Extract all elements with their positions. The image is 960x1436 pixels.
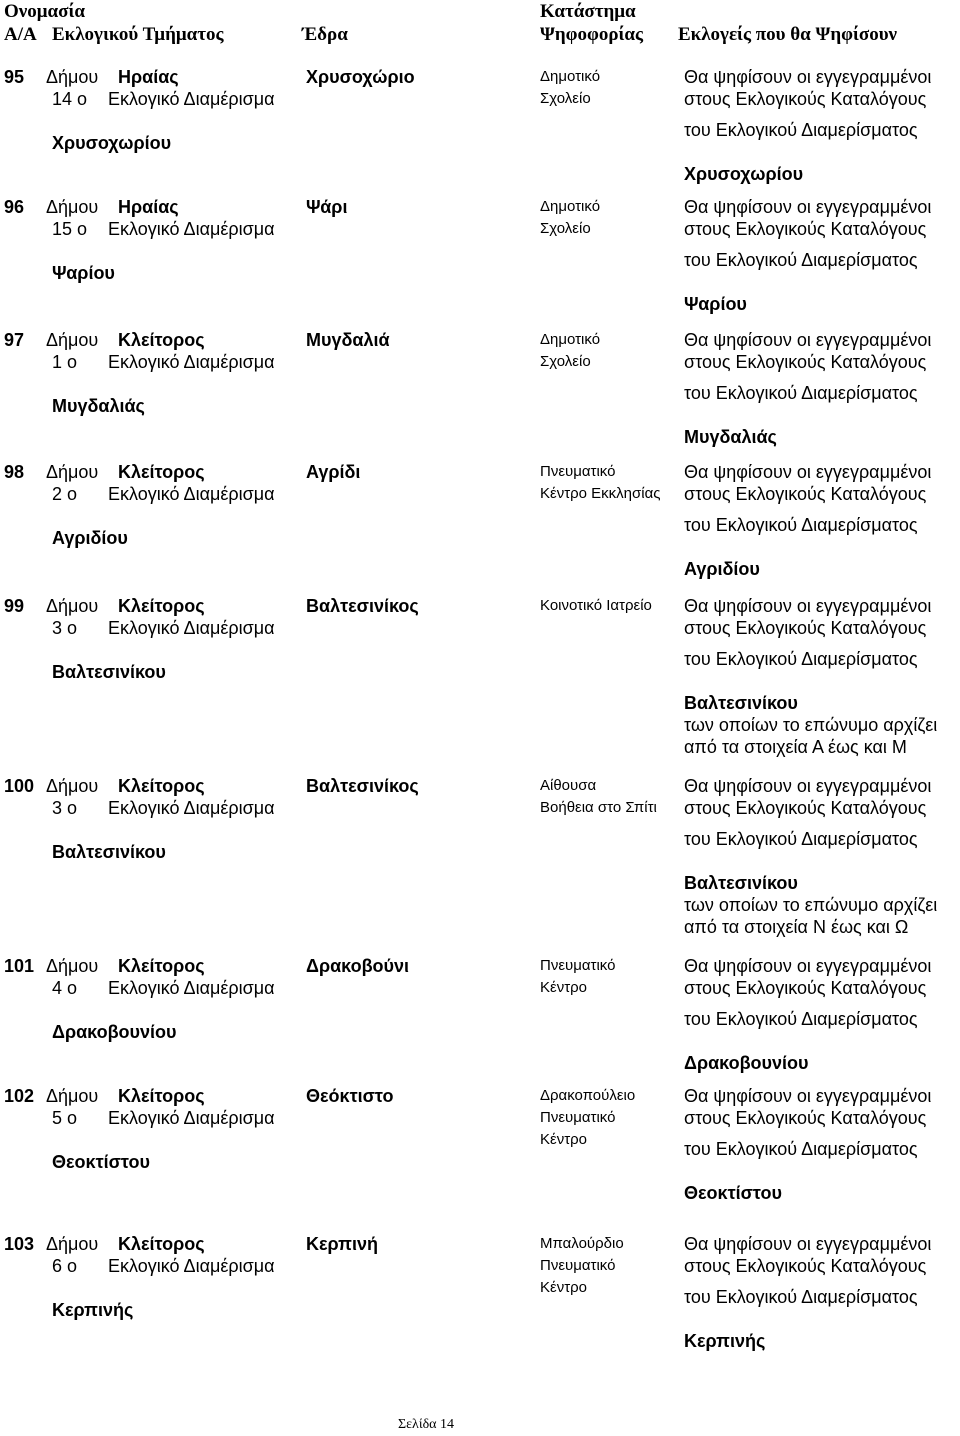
district-name: Μυγδαλιάς — [52, 396, 145, 416]
section-label: Εκλογικό Διαμέρισμα — [108, 1256, 275, 1276]
seat-name: Μυγδαλιά — [306, 330, 390, 350]
voters-line: στους Εκλογικούς Καταλόγους — [684, 1108, 927, 1128]
voters-line: Θα ψηφίσουν οι εγγεγραμμένοι — [684, 956, 932, 976]
section-label: Εκλογικό Διαμέρισμα — [108, 978, 275, 998]
section-number: 3 ο — [52, 798, 78, 818]
district-name: Θεοκτίστου — [52, 1152, 150, 1172]
voters-line: του Εκλογικού Διαμερίσματος — [684, 829, 918, 849]
voters-line: στους Εκλογικούς Καταλόγους — [684, 798, 927, 818]
voters-line: Θα ψηφίσουν οι εγγεγραμμένοι — [684, 197, 932, 217]
polling-station-line: Βοήθεια στο Σπίτι — [540, 799, 657, 816]
voters-line: Θα ψηφίσουν οι εγγεγραμμένοι — [684, 776, 932, 796]
polling-station-line: Πνευματικό — [540, 957, 616, 974]
voters-district: Χρυσοχωρίου — [684, 164, 804, 184]
voters-line: Θα ψηφίσουν οι εγγεγραμμένοι — [684, 1234, 932, 1254]
voters-extra-line: των οποίων το επώνυμο αρχίζει — [684, 895, 938, 915]
municipality-name: Κλείτορος — [118, 1086, 205, 1106]
polling-station-line: Κέντρο — [540, 979, 587, 996]
section-label: Εκλογικό Διαμέρισμα — [108, 219, 275, 239]
municipality-prefix: Δήμου — [46, 956, 99, 976]
polling-station-line: Δημοτικό — [540, 68, 601, 85]
polling-station-line: Σχολείο — [540, 353, 591, 370]
voters-line: στους Εκλογικούς Καταλόγους — [684, 484, 927, 504]
district-name: Χρυσοχωρίου — [52, 133, 172, 153]
row-number: 99 — [4, 596, 25, 616]
district-name: Ψαρίου — [52, 263, 115, 283]
section-number: 15 ο — [52, 219, 88, 239]
voters-line: του Εκλογικού Διαμερίσματος — [684, 649, 918, 669]
district-name: Δρακοβουνίου — [52, 1022, 177, 1042]
seat-name: Χρυσοχώριο — [306, 67, 415, 87]
municipality-name: Κλείτορος — [118, 776, 205, 796]
municipality-name: Κλείτορος — [118, 1234, 205, 1254]
polling-station-line: Δημοτικό — [540, 331, 601, 348]
district-name: Αγριδίου — [52, 528, 128, 548]
voters-line: στους Εκλογικούς Καταλόγους — [684, 618, 927, 638]
voters-line: του Εκλογικού Διαμερίσματος — [684, 515, 918, 535]
polling-station-line: Πνευματικό — [540, 463, 616, 480]
section-label: Εκλογικό Διαμέρισμα — [108, 352, 275, 372]
seat-name: Βαλτεσινίκος — [306, 596, 419, 616]
polling-station-line: Μπαλούρδιο — [540, 1235, 624, 1252]
municipality-prefix: Δήμου — [46, 776, 99, 796]
municipality-prefix: Δήμου — [46, 1086, 99, 1106]
section-number: 1 ο — [52, 352, 78, 372]
header-name-line1: Ονομασία — [4, 1, 85, 22]
row-number: 98 — [4, 462, 25, 482]
municipality-name: Κλείτορος — [118, 596, 205, 616]
polling-station-line: Αίθουσα — [540, 777, 597, 794]
voters-district: Μυγδαλιάς — [684, 427, 777, 447]
section-number: 2 ο — [52, 484, 78, 504]
voters-district: Θεοκτίστου — [684, 1183, 782, 1203]
polling-station-line: Πνευματικό — [540, 1257, 616, 1274]
municipality-prefix: Δήμου — [46, 197, 99, 217]
voters-line: Θα ψηφίσουν οι εγγεγραμμένοι — [684, 462, 932, 482]
municipality-prefix: Δήμου — [46, 462, 99, 482]
seat-name: Βαλτεσινίκος — [306, 776, 419, 796]
seat-name: Ψάρι — [306, 197, 348, 217]
municipality-prefix: Δήμου — [46, 1234, 99, 1254]
municipality-name: Ηραίας — [118, 67, 179, 87]
voters-district: Δρακοβουνίου — [684, 1053, 809, 1073]
row-number: 95 — [4, 67, 25, 87]
section-number: 6 ο — [52, 1256, 78, 1276]
polling-station-line: Κέντρο Εκκλησίας — [540, 485, 661, 502]
voters-line: του Εκλογικού Διαμερίσματος — [684, 1009, 918, 1029]
voters-line: στους Εκλογικούς Καταλόγους — [684, 89, 927, 109]
header-section: Εκλογικού Τμήματος — [52, 24, 224, 45]
polling-station-line: Κέντρο — [540, 1279, 587, 1296]
polling-station-line: Κέντρο — [540, 1131, 587, 1148]
voters-district: Κερπινής — [684, 1331, 766, 1351]
municipality-prefix: Δήμου — [46, 330, 99, 350]
polling-station-line: Δρακοπούλειο — [540, 1087, 636, 1104]
page-number: Σελίδα 14 — [398, 1417, 455, 1432]
polling-station-line: Σχολείο — [540, 90, 591, 107]
voters-district: Αγριδίου — [684, 559, 760, 579]
municipality-name: Κλείτορος — [118, 462, 205, 482]
seat-name: Θεόκτιστο — [306, 1086, 394, 1106]
municipality-prefix: Δήμου — [46, 67, 99, 87]
header-voters: Εκλογείς που θα Ψηφίσουν — [678, 24, 898, 45]
section-label: Εκλογικό Διαμέρισμα — [108, 89, 275, 109]
municipality-prefix: Δήμου — [46, 596, 99, 616]
voters-district: Βαλτεσινίκου — [684, 693, 798, 713]
voters-extra-line: των οποίων το επώνυμο αρχίζει — [684, 715, 938, 735]
voters-line: του Εκλογικού Διαμερίσματος — [684, 1287, 918, 1307]
voters-line: στους Εκλογικούς Καταλόγους — [684, 1256, 927, 1276]
voters-line: του Εκλογικού Διαμερίσματος — [684, 120, 918, 140]
section-number: 4 ο — [52, 978, 78, 998]
voters-line: Θα ψηφίσουν οι εγγεγραμμένοι — [684, 330, 932, 350]
voters-district: Ψαρίου — [684, 294, 747, 314]
municipality-name: Κλείτορος — [118, 956, 205, 976]
seat-name: Δρακοβούνι — [306, 956, 410, 976]
voters-line: Θα ψηφίσουν οι εγγεγραμμένοι — [684, 67, 932, 87]
header-aa: Α/Α — [4, 24, 37, 45]
row-number: 100 — [4, 776, 35, 796]
voters-line: του Εκλογικού Διαμερίσματος — [684, 250, 918, 270]
section-number: 14 ο — [52, 89, 88, 109]
voters-extra-line: από τα στοιχεία Ν έως και Ω — [684, 917, 909, 937]
polling-station-line: Κοινοτικό Ιατρείο — [540, 597, 652, 614]
polling-station-line: Σχολείο — [540, 220, 591, 237]
voters-extra-line: από τα στοιχεία Α έως και Μ — [684, 737, 907, 757]
header-station: Ψηφοφορίας — [540, 24, 643, 45]
seat-name: Κερπινή — [306, 1234, 378, 1254]
municipality-name: Ηραίας — [118, 197, 179, 217]
voters-line: του Εκλογικού Διαμερίσματος — [684, 383, 918, 403]
header-station-line1: Κατάστημα — [540, 1, 636, 22]
section-number: 5 ο — [52, 1108, 78, 1128]
row-number: 103 — [4, 1234, 35, 1254]
seat-name: Αγρίδι — [306, 462, 361, 482]
voters-line: Θα ψηφίσουν οι εγγεγραμμένοι — [684, 1086, 932, 1106]
polling-station-line: Πνευματικό — [540, 1109, 616, 1126]
voters-district: Βαλτεσινίκου — [684, 873, 798, 893]
header-seat: Έδρα — [302, 24, 348, 45]
section-label: Εκλογικό Διαμέρισμα — [108, 484, 275, 504]
section-label: Εκλογικό Διαμέρισμα — [108, 798, 275, 818]
section-label: Εκλογικό Διαμέρισμα — [108, 618, 275, 638]
row-number: 96 — [4, 197, 25, 217]
section-label: Εκλογικό Διαμέρισμα — [108, 1108, 275, 1128]
voters-line: στους Εκλογικούς Καταλόγους — [684, 978, 927, 998]
municipality-name: Κλείτορος — [118, 330, 205, 350]
row-number: 101 — [4, 956, 35, 976]
section-number: 3 ο — [52, 618, 78, 638]
voters-line: στους Εκλογικούς Καταλόγους — [684, 219, 927, 239]
voters-line: Θα ψηφίσουν οι εγγεγραμμένοι — [684, 596, 932, 616]
district-name: Βαλτεσινίκου — [52, 662, 166, 682]
voters-line: του Εκλογικού Διαμερίσματος — [684, 1139, 918, 1159]
voters-line: στους Εκλογικούς Καταλόγους — [684, 352, 927, 372]
row-number: 97 — [4, 330, 25, 350]
polling-station-line: Δημοτικό — [540, 198, 601, 215]
district-name: Κερπινής — [52, 1300, 134, 1320]
district-name: Βαλτεσινίκου — [52, 842, 166, 862]
row-number: 102 — [4, 1086, 35, 1106]
